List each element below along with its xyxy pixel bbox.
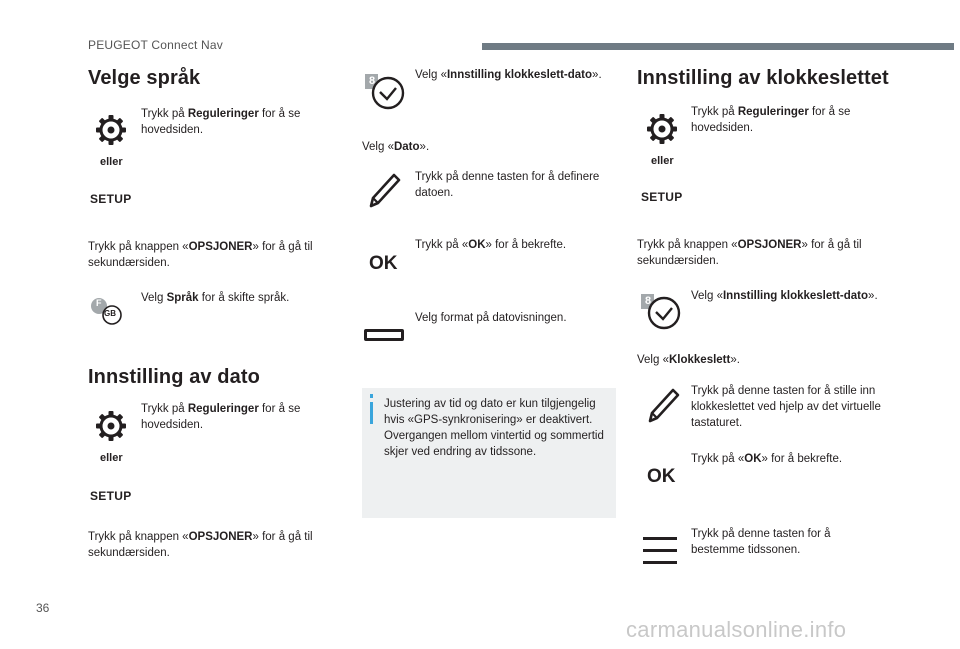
settings-gear-icon	[95, 114, 127, 146]
watermark: carmanualsonline.info	[626, 617, 847, 642]
edit-pencil-icon	[645, 385, 681, 425]
date-step-6: Trykk på «OK» for å bekrefte.	[415, 239, 567, 251]
menu-lines-icon	[643, 537, 677, 565]
format-toggle-icon	[364, 329, 404, 341]
header-bar	[482, 43, 954, 50]
info-note-box	[362, 388, 616, 518]
ok-label: OK	[369, 253, 398, 274]
setup-label: SETUP	[90, 489, 132, 503]
settings-gear-icon	[95, 410, 127, 442]
setup-label: SETUP	[641, 190, 683, 204]
time-step-7: Trykk på denne tasten for å bestemme tidssonen.	[691, 528, 831, 556]
section-title-language: Velge språk	[88, 67, 201, 89]
time-step-2: Trykk på knappen «OPSJONER» for å gå til sekundærsiden.	[637, 239, 862, 267]
time-step-6: Trykk på «OK» for å bekrefte.	[691, 453, 843, 465]
section-title-date: Innstilling av dato	[88, 366, 260, 388]
date-step-2: Trykk på knappen «OPSJONER» for å gå til sekundærsiden.	[88, 531, 313, 559]
badge-number: 8	[645, 295, 652, 307]
ok-label: OK	[647, 466, 676, 487]
info-note-text: Justering av tid og dato er kun tilgjengelig hvis «GPS-synkronisering» er deaktivert. Overgangen mellom vintertid og sommertid skjer ved endring av tidssone.	[384, 398, 604, 458]
badge-number: 8	[369, 75, 376, 87]
language-step-2: Trykk på knappen «OPSJONER» for å gå til sekundærsiden.	[88, 241, 313, 269]
flag-letters-gb: GB	[104, 309, 116, 318]
or-label: eller	[100, 156, 123, 168]
or-label: eller	[651, 155, 674, 167]
running-header: PEUGEOT Connect Nav	[88, 38, 223, 52]
time-step-5: Trykk på denne tasten for å stille inn klokkeslettet ved hjelp av det virtuelle tastaturet.	[691, 385, 881, 429]
flag-letter-f: F	[96, 298, 102, 308]
time-step-4: Velg «Klokkeslett».	[637, 354, 740, 366]
page-number: 36	[36, 601, 50, 615]
info-icon	[370, 394, 373, 398]
language-step-3: Velg Språk for å skifte språk.	[141, 292, 290, 304]
settings-gear-icon	[646, 113, 678, 145]
date-step-3: Velg «Innstilling klokkeslett-dato».	[415, 69, 602, 81]
setup-label: SETUP	[90, 192, 132, 206]
date-step-5: Trykk på denne tasten for å definere datoen.	[415, 171, 600, 199]
date-step-1: Trykk på Reguleringer for å se hovedsiden.	[141, 403, 301, 431]
language-step-1: Trykk på Reguleringer for å se hovedsiden.	[141, 108, 301, 136]
or-label: eller	[100, 452, 123, 464]
edit-pencil-icon	[366, 170, 402, 210]
time-step-3: Velg «Innstilling klokkeslett-dato».	[691, 290, 878, 302]
date-step-4: Velg «Dato».	[362, 141, 430, 153]
time-step-1: Trykk på Reguleringer for å se hovedsiden.	[691, 106, 851, 134]
section-title-time: Innstilling av klokkeslettet	[637, 67, 889, 89]
date-step-7: Velg format på datovisningen.	[415, 312, 567, 324]
